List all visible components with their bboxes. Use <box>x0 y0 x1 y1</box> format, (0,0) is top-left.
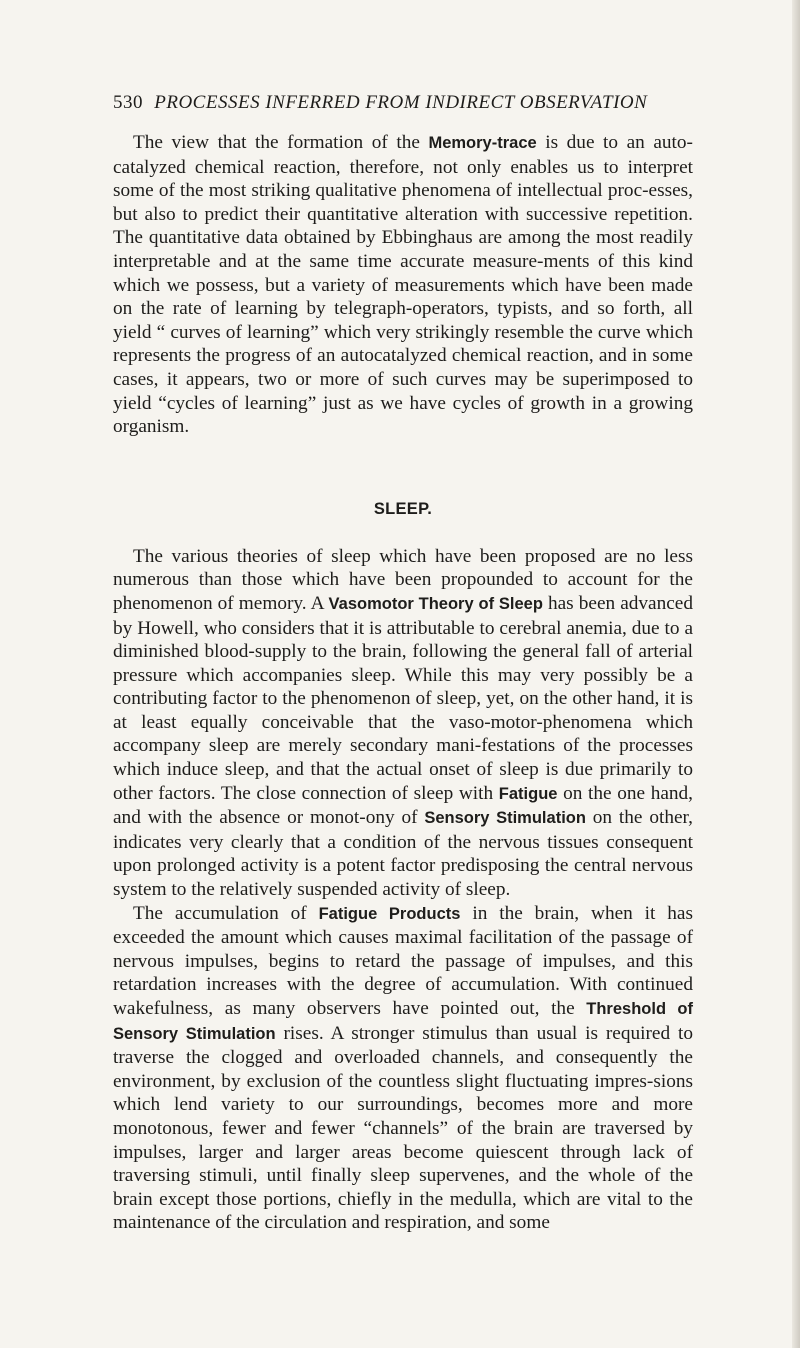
paragraph-sleep-theories: The various theories of sleep which have been proposed are no less numerous than those which have been propounded to account for the phenomenon of memory. A Vasomotor Theory of Sleep has been advanced by Howell, who considers that it is attributable to cerebral anemia, due to a diminished blood-supply to the brain, following the general fall of arterial pressure which accompanies sleep. While this may very possibly be a contributing factor to the phenomenon of sleep, yet, on the other hand, it is at least equally conceivable that the vaso-motor-phenomena which accompany sleep are merely secondary mani-festations of the processes which induce sleep, and that the actual onset of sleep is due primarily to other factors. The close connection of sleep with Fatigue on the one hand, and with the absence or monot-ony of Sensory Stimulation on the other, indicates very clearly that a condition of the nervous tissues consequent upon prolonged activity is a potent factor predisposing the central nervous system to the relatively suspended activity of sleep. <box>113 545 694 901</box>
bold-term: Fatigue Products <box>318 904 461 923</box>
bold-term: Sensory Stimulation <box>424 809 586 828</box>
book-page <box>113 92 693 1235</box>
section-heading: SLEEP. <box>373 499 433 518</box>
bold-term: Memory-trace <box>428 134 537 152</box>
bold-term: Threshold of Sensory Stimulation <box>113 1000 693 1043</box>
paragraph-memory-trace: The view that the formation of the Memory-trace is due to an auto-catalyzed chemical reaction, therefore, not only enables us to interpret some of the most striking qualitative phenomena of intellectual proc-esses, but also to predict their quantitative alteration with successive repetition. The quantitative data obtained by Ebbinghaus are among the most readily interpretable and at the same time accurate measure-ments of this kind which we possess, but a variety of measurements which have been made on the rate of learning by telegraph-operators, typists, and so forth, all yield “ curves of learning” which very strikingly resemble the curve which represents the progress of an autocatalyzed chemical reaction, and in some cases, it appears, two or more of such curves may be superimposed to yield “cycles of learning” just as we have cycles of growth in a growing organism. <box>113 132 693 438</box>
bold-term: Vasomotor Theory of Sleep <box>328 594 543 613</box>
page-number: 530 <box>113 92 143 113</box>
page-edge-shadow <box>792 0 800 1348</box>
running-title: PROCESSES INFERRED FROM INDIRECT OBSERVATION <box>154 92 648 113</box>
running-header <box>113 92 693 114</box>
bold-term: Fatigue <box>498 784 558 803</box>
paragraph-fatigue-products: The accumulation of Fatigue Products in the brain, when it has exceeded the amount which causes maximal facilitation of the passage of nervous impulses, begins to retard the passage of impulses, and this retardation increases with the degree of accumulation. With continued wakefulness, as many observers have pointed out, the Threshold of Sensory Stimulation rises. A stronger stimulus than usual is required to traverse the clogged and overloaded channels, and consequently the environment, by exclusion of the countless slight fluctuating impres-sions which lend variety to our surroundings, becomes more and more monotonous, fewer and fewer “channels” of the brain are traversed by impulses, larger and larger areas become quiescent through lack of traversing stimuli, until finally sleep supervenes, and the whole of the brain except those portions, chiefly in the medulla, which are vital to the maintenance of the circulation and respiration, and some <box>113 902 693 1234</box>
